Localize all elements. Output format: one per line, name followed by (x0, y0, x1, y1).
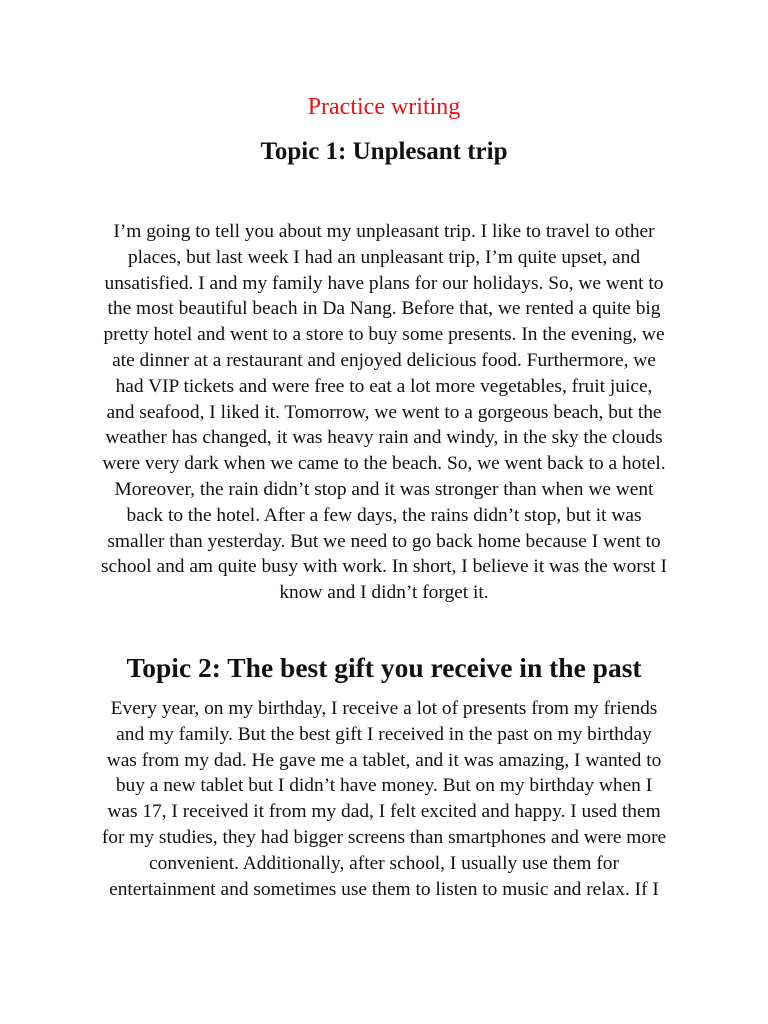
paragraph-line: I’m going to tell you about my unpleasant trip. I like to travel to other (113, 221, 655, 242)
paragraph-line: weather has changed, it was heavy rain and windy, in the sky the clouds (105, 427, 663, 449)
topic-2-title: Topic 2: The best gift you receive in the past (126, 652, 642, 683)
paragraph-line: back to the hotel. After a few days, the rains didn’t stop, but it was (126, 504, 642, 526)
paragraph-line: was 17, I received it from my dad, I felt excited and happy. I used them (107, 801, 661, 823)
paragraph-line: buy a new tablet but I didn’t have money. But on my birthday when I (115, 775, 653, 797)
paragraph-line: smaller than yesterday. But we need to go back home because I went to (107, 530, 661, 552)
paragraph-line: for my studies, they had bigger screens than smartphones and were more (101, 826, 667, 848)
paragraph-line: and my family. But the best gift I received in the past on my birthday (116, 723, 652, 745)
paragraph-line: had VIP tickets and were free to eat a lot more vegetables, fruit juice, (115, 375, 653, 397)
paragraph-line: school and am quite busy with work. In short, I believe it was the worst I (101, 556, 667, 578)
topic-1-paragraph (84, 219, 684, 606)
paragraph-line: and seafood, I liked it. Tomorrow, we went to a gorgeous beach, but the (106, 401, 662, 423)
paragraph-line: the most beautiful beach in Da Nang. Before that, we rented a quite big (107, 298, 661, 320)
paragraph-line: were very dark when we came to the beach. So, we went back to a hotel. (102, 453, 666, 475)
paragraph-line: pretty hotel and went to a store to buy some presents. In the evening, we (103, 324, 665, 346)
paragraph-line: Moreover, the rain didn’t stop and it was stronger than when we went (114, 478, 654, 500)
topic-2-paragraph (84, 696, 684, 902)
page-heading: Practice writing (307, 94, 461, 120)
paragraph-line: was from my dad. He gave me a tablet, and it was amazing, I wanted to (106, 749, 662, 771)
paragraph-line: convenient. Additionally, after school, I usually use them for (149, 852, 619, 874)
paragraph-line: Every year, on my birthday, I receive a lot of presents from my friends (110, 698, 658, 719)
paragraph-line: ate dinner at a restaurant and enjoyed delicious food. Furthermore, we (112, 349, 656, 371)
paragraph-line: places, but last week I had an unpleasant trip, I’m quite upset, and (127, 246, 641, 268)
paragraph-line: entertainment and sometimes use them to listen to music and relax. If I (109, 878, 659, 900)
paragraph-line: know and I didn’t forget it. (279, 582, 489, 604)
topic-1-title: Topic 1: Unplesant trip (260, 138, 508, 165)
paragraph-line: unsatisfied. I and my family have plans for our holidays. So, we went to (104, 272, 664, 294)
